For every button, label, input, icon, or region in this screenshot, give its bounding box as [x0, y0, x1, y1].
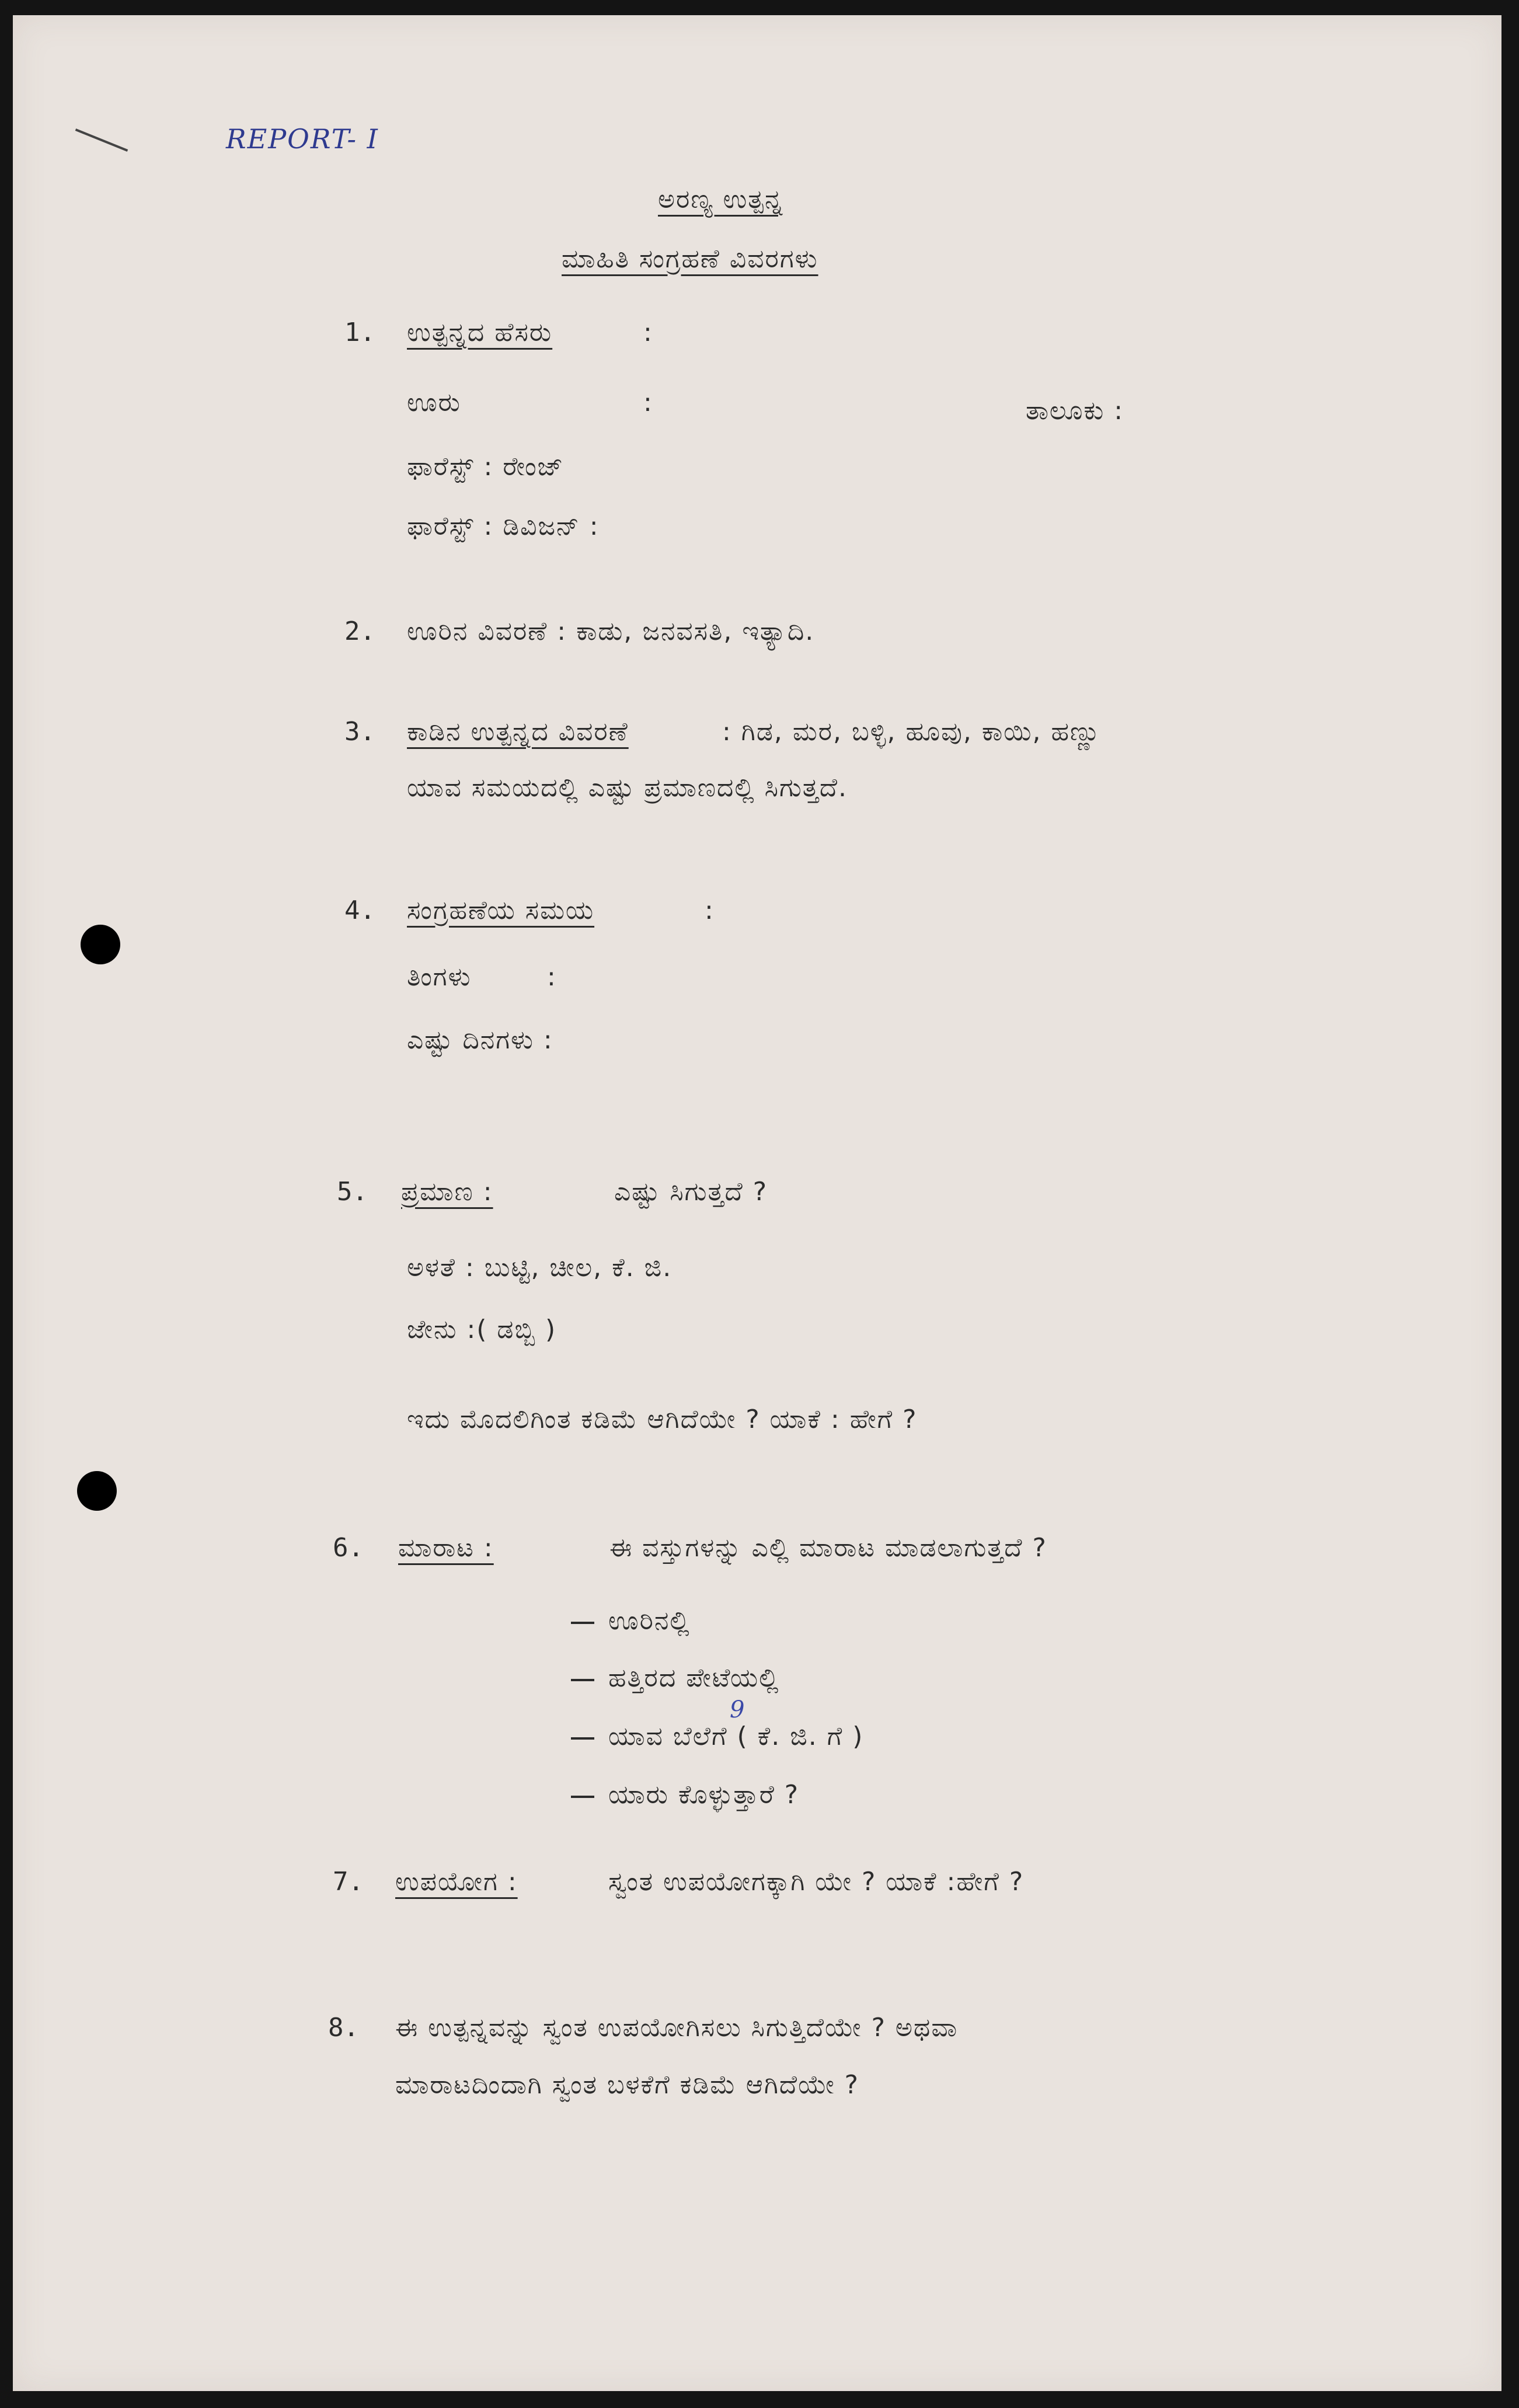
item-number: 7. [333, 1867, 364, 1897]
village-description: ಊರಿನ ವಿವರಣೆ : ಕಾಡು, ಜನವಸತಿ, ಇತ್ಯಾದಿ. [407, 616, 815, 646]
forest-division-label: ಫಾರೆಸ್ಟ್ : ಡಿವಿಜನ್ : [407, 511, 600, 541]
forest-product-quantity: ಯಾವ ಸಮಯದಲ್ಲಿ ಎಷ್ಟು ಪ್ರಮಾಣದಲ್ಲಿ ಸಿಗುತ್ತದೆ. [407, 773, 848, 803]
sale-heading: ಮಾರಾಟ : [398, 1533, 494, 1563]
document-title: ಅರಣ್ಯ ಉತ್ಪನ್ನ [658, 184, 784, 214]
taluk-label: ತಾಲೂಕು : [1026, 396, 1124, 426]
decline-question: ಇದು ಮೊದಲಿಗಿಂತ ಕಡಿಮೆ ಆಗಿದೆಯೇ ? ಯಾಕೆ : ಹೇಗೆ ? [407, 1405, 918, 1434]
document-subtitle: ಮಾಹಿತಿ ಸಂಗ್ರಹಣೆ ವಿವರಗಳು [562, 244, 818, 274]
days-label: ಎಷ್ಟು ದಿನಗಳು : [407, 1025, 553, 1055]
quantity-question: ಎಷ್ಟು ಸಿಗುತ್ತದೆ ? [614, 1177, 768, 1207]
colon: : [547, 962, 557, 992]
colon: : [643, 388, 653, 417]
bullet-dash [571, 1796, 594, 1798]
village-label: ಊರು [407, 388, 461, 417]
item-number: 4. [344, 895, 375, 925]
handwritten-report-label: REPORT- I [226, 123, 379, 155]
forest-product-heading: ಕಾಡಿನ ಉತ್ಪನ್ನದ ವಿವರಣೆ [407, 717, 629, 747]
bullet-dash [571, 1737, 594, 1740]
punch-hole-upper [81, 925, 120, 964]
months-label: ತಿಂಗಳು [407, 962, 472, 992]
handwritten-mark: 9 [730, 1696, 745, 1723]
product-name-heading: ಉತ್ಪನ್ನದ ಹೆಸರು [407, 318, 553, 347]
collection-time-heading: ಸಂಗ್ರಹಣೆಯ ಸಮಯ [407, 895, 595, 925]
sale-option: ಯಾವ ಬೆಲೆಗೆ ( ಕೆ. ಜಿ. ಗೆ ) [608, 1722, 864, 1751]
item-number: 8. [328, 2013, 359, 2043]
sale-option: ಊರಿನಲ್ಲಿ [608, 1606, 691, 1636]
use-question: ಸ್ವಂತ ಉಪಯೋಗಕ್ಕಾಗಿ ಯೇ ? ಯಾಕೆ :ಹೇಗೆ ? [608, 1867, 1025, 1897]
bullet-dash [571, 1679, 594, 1681]
self-use-question-line2: ಮಾರಾಟದಿಂದಾಗಿ ಸ್ವಂತ ಬಳಕೆಗೆ ಕಡಿಮೆ ಆಗಿದೆಯೇ ? [395, 2070, 859, 2100]
colon: : [705, 895, 715, 925]
sale-option: ಯಾರು ಕೊಳ್ಳುತ್ತಾರೆ ? [608, 1780, 800, 1810]
forest-product-types: : ಗಿಡ, ಮರ, ಬಳ್ಳಿ, ಹೂವು, ಕಾಯಿ, ಹಣ್ಣು [722, 717, 1102, 747]
punch-hole-lower [77, 1471, 117, 1511]
honey-measure: ಜೇನು :( ಡಬ್ಬಿ ) [407, 1315, 557, 1344]
use-heading: ಉಪಯೋಗ : [395, 1867, 518, 1897]
bullet-dash [571, 1622, 594, 1624]
item-number: 6. [333, 1533, 364, 1563]
item-number: 1. [344, 318, 375, 347]
sale-question: ಈ ವಸ್ತುಗಳನ್ನು ಎಲ್ಲಿ ಮಾರಾಟ ಮಾಡಲಾಗುತ್ತದೆ ? [609, 1533, 1047, 1563]
self-use-question-line1: ಈ ಉತ್ಪನ್ನವನ್ನು ಸ್ವಂತ ಉಪಯೋಗಿಸಲು ಸಿಗುತ್ತಿದೆಯೇ ? ಅಥವಾ [395, 2013, 959, 2043]
sale-option: ಹತ್ತಿರದ ಪೇಟೆಯಲ್ಲಿ [608, 1663, 780, 1693]
item-number: 3. [344, 717, 375, 747]
colon: : [643, 318, 653, 347]
measure-units: ಅಳತೆ : ಬುಟ್ಟಿ, ಚೀಲ, ಕೆ. ಜಿ. [407, 1253, 673, 1283]
item-number: 5. [337, 1177, 368, 1207]
pencil-mark [75, 128, 128, 152]
forest-range-label: ಫಾರೆಸ್ಟ್ : ರೇಂಜ್ [407, 452, 565, 482]
quantity-heading: ಪ್ರಮಾಣ : [401, 1177, 493, 1207]
item-number: 2. [344, 616, 375, 646]
document-sheet [13, 15, 1501, 2391]
